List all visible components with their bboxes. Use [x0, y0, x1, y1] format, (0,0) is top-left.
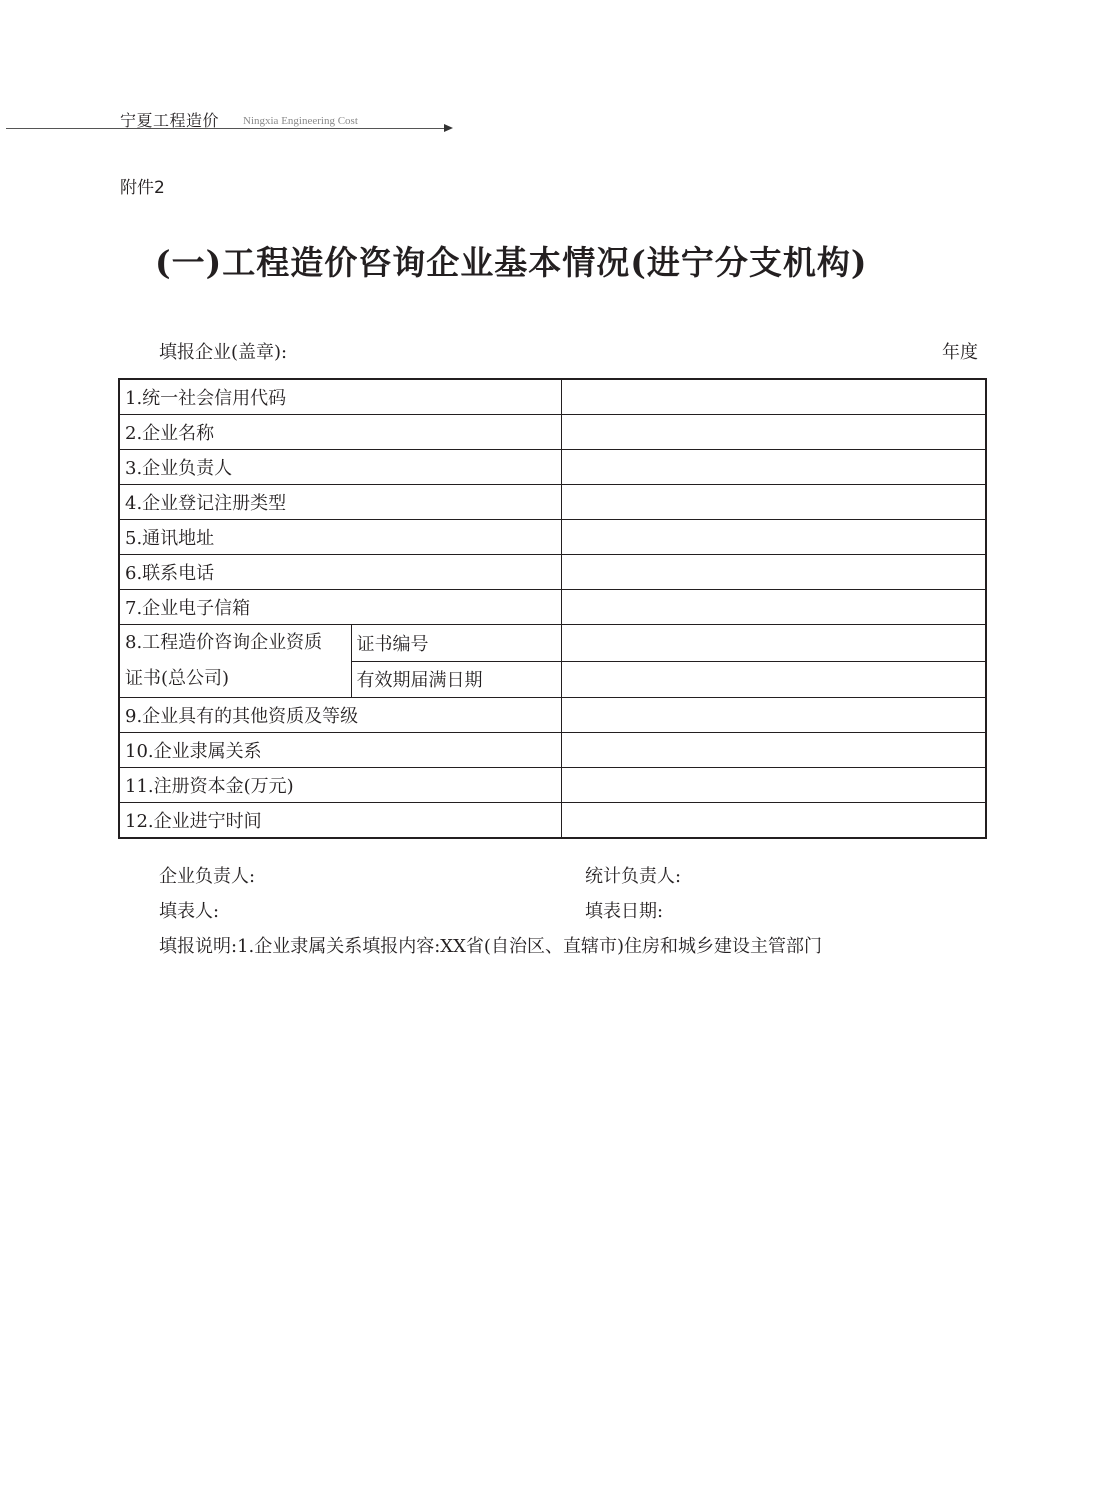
sub-label-expiry-date: 有效期届满日期	[351, 661, 561, 698]
table-row	[119, 555, 986, 590]
footer-note: 填报说明:1.企业隶属关系填报内容:XX省(自治区、直辖市)住房和城乡建设主管部门	[159, 936, 822, 957]
value-cell-address[interactable]	[561, 520, 986, 555]
value-cell-credit-code[interactable]	[561, 379, 986, 415]
value-cell-registered-capital[interactable]	[561, 768, 986, 803]
header-title: 宁夏工程造价	[120, 111, 220, 130]
table-row	[119, 698, 986, 733]
row-label-phone: 6.联系电话	[119, 555, 561, 590]
row-label-address: 5.通讯地址	[119, 520, 561, 555]
row-label-entry-time: 12.企业进宁时间	[119, 803, 561, 839]
row-label-email: 7.企业电子信箱	[119, 590, 561, 625]
row-label-registered-capital: 11.注册资本金(万元)	[119, 768, 561, 803]
table-row	[119, 590, 986, 625]
table-row	[119, 625, 986, 662]
year-label: 年度	[942, 342, 978, 363]
table-row	[119, 768, 986, 803]
value-cell-phone[interactable]	[561, 555, 986, 590]
value-cell-email[interactable]	[561, 590, 986, 625]
value-cell-registration-type[interactable]	[561, 485, 986, 520]
header-subtitle: Ningxia Engineering Cost	[243, 115, 358, 127]
table-row	[119, 803, 986, 839]
table-row	[119, 520, 986, 555]
sub-label-certificate-number: 证书编号	[351, 625, 561, 662]
value-cell-expiry-date[interactable]	[561, 661, 986, 698]
header-rule	[6, 128, 446, 129]
certificate-label-line2: 证书(总公司)	[125, 668, 230, 689]
company-stamp-label: 填报企业(盖章):	[159, 342, 288, 363]
footer-stat-head: 统计负责人:	[585, 866, 682, 887]
row-label-credit-code: 1.统一社会信用代码	[119, 379, 561, 415]
table-row	[119, 415, 986, 450]
row-label-registration-type: 4.企业登记注册类型	[119, 485, 561, 520]
row-label-other-qualifications: 9.企业具有的其他资质及等级	[119, 698, 561, 733]
footer-fill-date: 填表日期:	[585, 901, 664, 922]
row-label-company-head: 3.企业负责人	[119, 450, 561, 485]
row-label-company-name: 2.企业名称	[119, 415, 561, 450]
page-title: (一)工程造价咨询企业基本情况(进宁分支机构)	[155, 243, 868, 282]
attachment-label: 附件2	[120, 178, 165, 198]
table-row	[119, 733, 986, 768]
table-row	[119, 485, 986, 520]
table-row	[119, 450, 986, 485]
arrow-right-icon	[444, 124, 453, 132]
value-cell-company-name[interactable]	[561, 415, 986, 450]
value-cell-other-qualifications[interactable]	[561, 698, 986, 733]
certificate-label-line1: 8.工程造价咨询企业资质	[125, 632, 323, 653]
info-table	[118, 378, 987, 839]
row-label-affiliation: 10.企业隶属关系	[119, 733, 561, 768]
footer-company-head: 企业负责人:	[159, 866, 256, 887]
value-cell-entry-time[interactable]	[561, 803, 986, 839]
value-cell-certificate-number[interactable]	[561, 625, 986, 662]
table-row	[119, 379, 986, 415]
value-cell-company-head[interactable]	[561, 450, 986, 485]
row-label-certificate	[119, 625, 351, 698]
value-cell-affiliation[interactable]	[561, 733, 986, 768]
footer-filler: 填表人:	[159, 901, 220, 922]
